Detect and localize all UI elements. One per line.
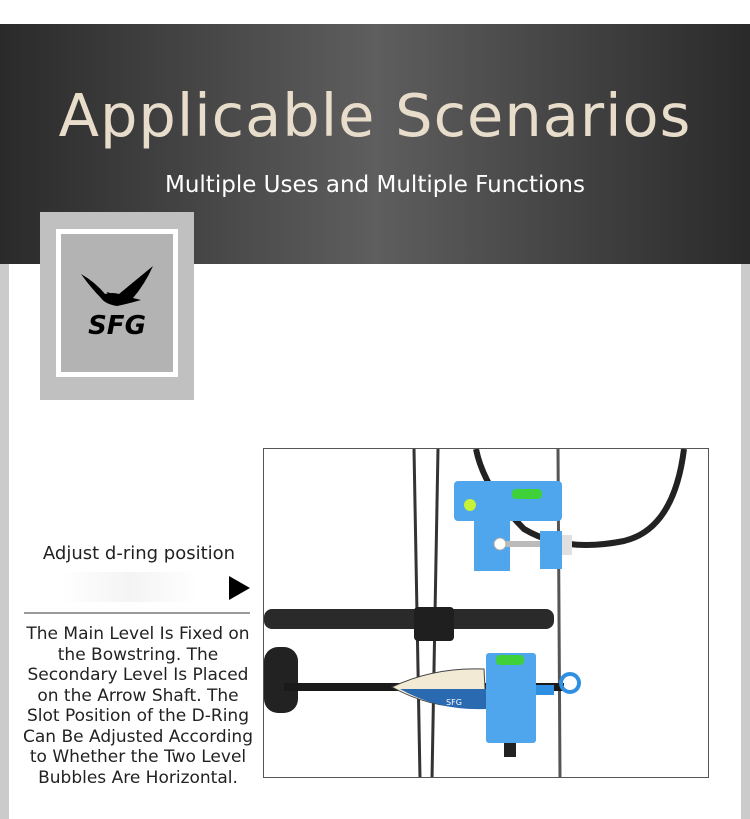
caption-highlight [62,572,198,602]
main-level-icon [454,481,572,571]
brand-logo [56,229,178,377]
vane-text: SFG [446,698,462,707]
pointer-arrow-icon [229,576,250,600]
caption-label: Adjust d-ring position [42,543,236,564]
eagle-icon [81,266,153,306]
secondary-level-icon [486,653,579,757]
caption-description: The Main Level Is Fixed on the Bowstring. The Secondary Level Is Placed on the Arrow Shaft. The Slot Position of the D-Ring Can Be Adjusted According to Whether the Two Level Bubbles Are Horizontal. [23,624,253,788]
hero-subtitle: Multiple Uses and Multiple Functions [165,172,585,198]
logo-text: SFG [88,311,146,341]
product-photo [263,448,709,778]
brand-logo-panel [40,212,194,400]
hero-title: Applicable Scenarios [58,81,692,150]
caption-divider [24,612,250,614]
rod-icon [264,609,554,629]
